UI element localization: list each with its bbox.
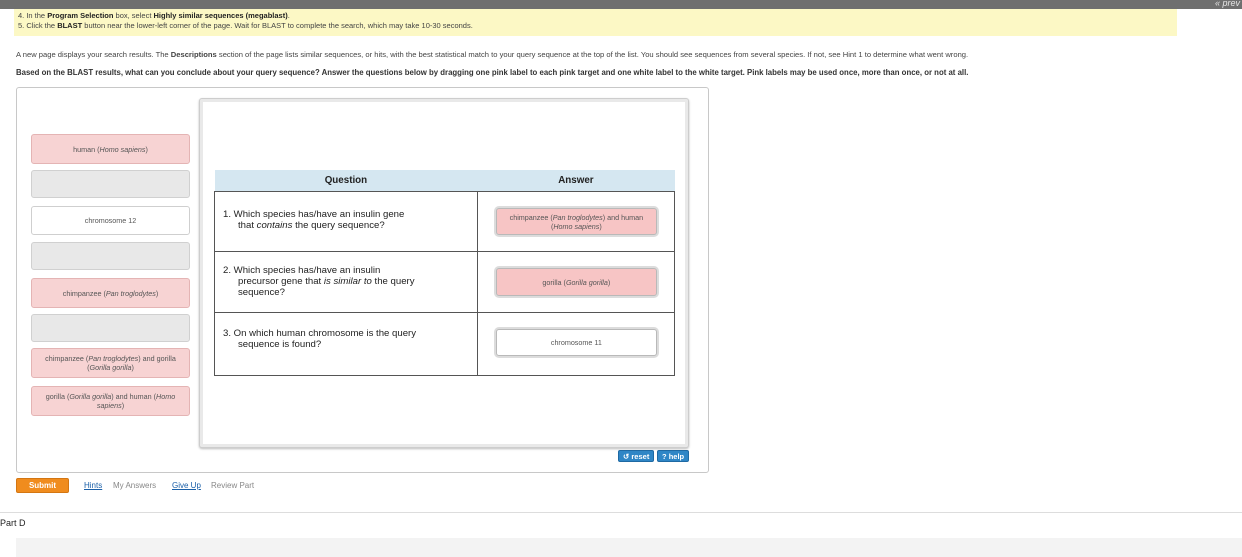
instructions-paragraph: Based on the BLAST results, what can you conclude about your query sequence? Answer the questions below by dragging one pink label to each pink target and one white label to the white target. Pink labels may be used once, more than once, or not at all. — [16, 68, 969, 77]
my-answers-link[interactable]: My Answers — [113, 481, 157, 490]
label-slot-empty — [31, 170, 190, 198]
answer-target-1[interactable]: chimpanzee (Pan troglodytes) and human (Homo sapiens) — [496, 208, 657, 235]
answer-target-2[interactable]: gorilla (Gorilla gorilla) — [496, 268, 657, 296]
divider — [0, 512, 1242, 513]
reset-button[interactable]: ↺ reset — [618, 450, 654, 462]
question-cell: 3. On which human chromosome is the query sequence is found? — [215, 313, 478, 376]
question-cell: 2. Which species has/have an insulin precursor gene that is similar to the query sequence? — [215, 252, 478, 313]
top-bar — [0, 0, 1242, 9]
hint-step-5: 5. Click the BLAST button near the lower-left corner of the page. Wait for BLAST to complete the search, which may take 10-30 seconds. — [18, 20, 473, 30]
give-up-link[interactable]: Give Up — [172, 481, 201, 490]
answer-target-3[interactable]: chromosome 11 — [496, 329, 657, 356]
help-icon: ? — [662, 452, 667, 461]
label-human[interactable]: human (Homo sapiens) — [31, 134, 190, 164]
prev-link[interactable]: « prev — [1214, 0, 1240, 8]
label-slot-empty — [31, 242, 190, 270]
table-row — [215, 192, 675, 252]
label-chimpanzee[interactable]: chimpanzee (Pan troglodytes) — [31, 278, 190, 308]
answer-cell — [477, 252, 674, 313]
help-button[interactable]: ? help — [657, 450, 689, 462]
part-d-heading: Part D — [0, 518, 26, 528]
hints-link[interactable]: Hints — [84, 481, 103, 490]
hint-box — [14, 9, 1177, 36]
intro-paragraph: A new page displays your search results. The Descriptions section of the page lists similar sequences, or hits, with the best statistical match to your query sequence at the top of the list. You should see sequences from several species. If not, see Hint 1 to determine what went wrong. — [16, 50, 969, 59]
question-cell: 1. Which species has/have an insulin gene that contains the query sequence? — [215, 192, 478, 252]
answer-cell — [477, 313, 674, 376]
reset-icon: ↺ — [623, 452, 630, 461]
table-row — [215, 252, 675, 313]
hint-step-4: 4. In the Program Selection box, select Highly similar sequences (megablast). — [18, 11, 290, 20]
label-chromosome-12[interactable]: chromosome 12 — [31, 206, 190, 235]
submit-button[interactable]: Submit — [16, 478, 69, 493]
label-slot-empty — [31, 314, 190, 342]
review-part-link[interactable]: Review Part — [211, 481, 255, 490]
answer-header: Answer — [477, 170, 674, 192]
table-row — [215, 313, 675, 376]
part-d-panel — [16, 538, 1242, 557]
question-header: Question — [215, 170, 478, 192]
question-answer-table — [214, 170, 675, 376]
label-gorilla-and-human[interactable]: gorilla (Gorilla gorilla) and human (Homo sapiens) — [31, 386, 190, 416]
label-chimpanzee-and-gorilla[interactable]: chimpanzee (Pan troglodytes) and gorilla (Gorilla gorilla) — [31, 348, 190, 378]
answer-cell — [477, 192, 674, 252]
